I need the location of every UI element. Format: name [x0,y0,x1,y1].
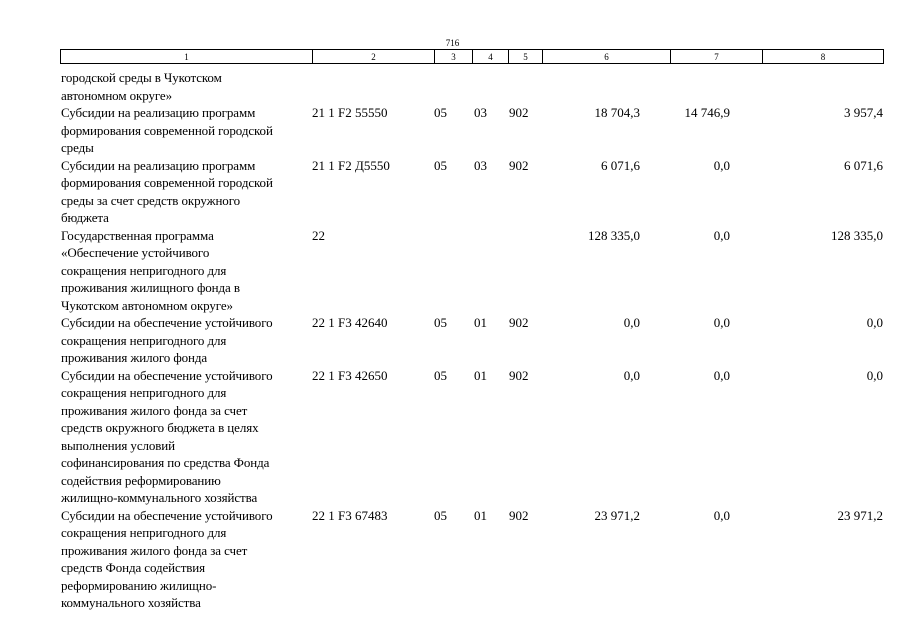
header-col-1: 1 [61,50,313,64]
row-name: Субсидии на обеспечение устойчивого сокращения непригодного для проживания жилого фонда за счет средств окружного бюджета в целях выполнения условий софинансирования по средства Фонда содействия реформированию жилищно-коммунального хозяйства [61,367,273,505]
header-col-3: 3 [435,50,473,64]
row-value-6: 6 071,6 [601,157,640,173]
row-name: городской среды в Чукотском автономном округе» [61,70,222,103]
header-col-5: 5 [509,50,543,64]
row-col-4: 01 [474,507,487,523]
row-col-3: 05 [434,315,447,330]
table-row [0,227,905,315]
row-value-7: 0,0 [713,157,730,173]
header-col-6: 6 [543,50,671,64]
table-row [0,367,905,507]
row-value-6: 0,0 [623,315,640,330]
table-row [0,507,905,612]
row-value-8: 3 957,4 [844,105,883,120]
row-code: 21 1 F2 55550 [312,105,388,120]
row-code: 22 1 F3 42650 [312,367,388,383]
row-value-7: 0,0 [713,227,730,243]
header-col-8: 8 [763,50,884,64]
row-value-7: 0,0 [713,367,730,383]
row-value-7: 14 746,9 [684,105,730,120]
row-col-4: 03 [474,105,487,120]
row-col-3: 05 [434,157,447,173]
row-value-8: 128 335,0 [831,227,883,243]
row-name: Субсидии на обеспечение устойчивого сокращения непригодного для проживания жилого фонда [61,315,273,365]
header-col-2: 2 [313,50,435,64]
table-row [0,69,905,104]
header-col-4: 4 [473,50,509,64]
row-value-8: 0,0 [866,367,883,383]
row-col-4: 01 [474,367,487,383]
row-col-3: 05 [434,507,447,523]
row-name: Субсидии на реализацию программ формирования современной городской среды за счет средств окружного бюджета [61,157,273,225]
header-col-7: 7 [671,50,763,64]
row-code: 21 1 F2 Д5550 [312,157,390,173]
row-name: Государственная программа «Обеспечение устойчивого сокращения непригодного для проживания жилищного фонда в Чукотском автономном округе» [61,227,240,313]
table-body [0,69,905,612]
row-value-6: 23 971,2 [594,507,640,523]
row-col-5: 902 [509,367,529,383]
row-col-5: 902 [509,507,529,523]
row-name: Субсидии на обеспечение устойчивого сокращения непригодного для проживания жилого фонда за счет средств Фонда содействия реформированию жилищно- коммунального хозяйства [61,507,273,610]
row-col-4: 01 [474,315,487,330]
page-number: 716 [445,38,460,48]
row-col-5: 902 [509,315,529,330]
row-col-3: 05 [434,367,447,383]
row-name: Субсидии на реализацию программ формирования современной городской среды [61,105,273,155]
row-col-4: 03 [474,157,487,173]
row-value-6: 0,0 [623,367,640,383]
row-col-5: 902 [509,157,529,173]
row-col-3: 05 [434,105,447,120]
row-value-8: 23 971,2 [837,507,883,523]
row-code: 22 1 F3 67483 [312,507,388,523]
row-value-7: 0,0 [713,507,730,523]
row-col-5: 902 [509,105,529,120]
row-code: 22 1 F3 42640 [312,315,388,330]
row-value-7: 0,0 [713,315,730,330]
row-value-6: 18 704,3 [594,105,640,120]
row-value-8: 6 071,6 [844,157,883,173]
table-row [0,104,905,157]
table-row [0,314,905,367]
row-value-6: 128 335,0 [588,227,640,243]
table-header [60,49,884,64]
row-value-8: 0,0 [866,315,883,330]
row-code: 22 [312,227,325,243]
table-row [0,157,905,227]
